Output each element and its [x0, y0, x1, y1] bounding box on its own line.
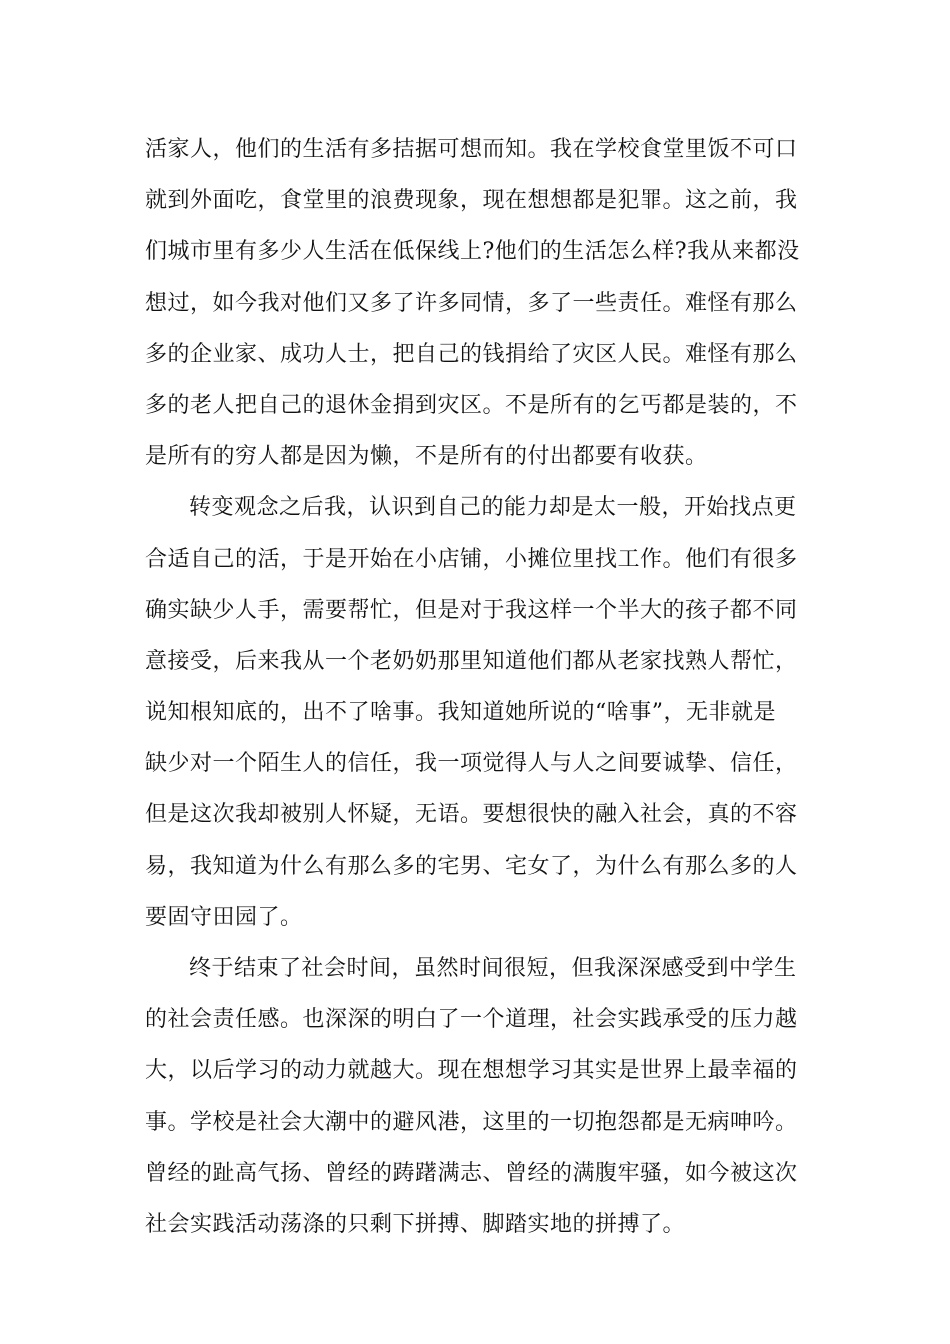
text-line: 事。学校是社会大潮中的避风港，这里的一切抱怨都是无病呻吟。 — [145, 1109, 798, 1135]
text-line: 的社会责任感。也深深的明白了一个道理，社会实践承受的压力越 — [145, 1007, 798, 1033]
text-line: 确实缺少人手，需要帮忙，但是对于我这样一个半大的孩子都不同 — [145, 597, 798, 623]
body-text — [145, 124, 815, 1250]
text-line: 是所有的穷人都是因为懒，不是所有的付出都要有收获。 — [145, 444, 708, 470]
text-line: 多的老人把自己的退休金捐到灾区。不是所有的乞丐都是装的，不 — [145, 392, 798, 418]
text-line: 但是这次我却被别人怀疑，无语。要想很快的融入社会，真的不容 — [145, 802, 798, 828]
text-line: 易，我知道为什么有那么多的宅男、宅女了，为什么有那么多的人 — [145, 853, 798, 879]
text-line: 说知根知底的，出不了啥事。我知道她所说的“啥事”，无非就是 — [145, 700, 776, 726]
text-line: 合适自己的活，于是开始在小店铺，小摊位里找工作。他们有很多 — [145, 546, 798, 572]
text-line: 意接受，后来我从一个老奶奶那里知道他们都从老家找熟人帮忙， — [145, 648, 798, 674]
text-line: 缺少对一个陌生人的信任，我一项觉得人与人之间要诚挚、信任， — [145, 751, 798, 777]
text-line: 社会实践活动荡涤的只剩下拼搏、脚踏实地的拼搏了。 — [145, 1211, 686, 1237]
text-line: 活家人，他们的生活有多拮据可想而知。我在学校食堂里饭不可口 — [145, 137, 798, 162]
text-line: 多的企业家、成功人士，把自己的钱捐给了灾区人民。难怪有那么 — [145, 341, 798, 367]
text-line: 曾经的趾高气扬、曾经的踌躇满志、曾经的满腹牢骚，如今被这次 — [145, 1160, 798, 1186]
text-line: 大，以后学习的动力就越大。现在想想学习其实是世界上最幸福的 — [145, 1058, 798, 1084]
text-line: 要固守田园了。 — [145, 904, 303, 930]
text-line: 就到外面吃，食堂里的浪费现象，现在想想都是犯罪。这之前，我 — [145, 188, 798, 214]
text-line: 想过，如今我对他们又多了许多同情，多了一些责任。难怪有那么 — [145, 290, 798, 316]
text-line: 们城市里有多少人生活在低保线上?他们的生活怎么样?我从来都没 — [145, 239, 800, 265]
paragraph-start-line: 终于结束了社会时间，虽然时间很短，但我深深感受到中学生 — [189, 956, 797, 981]
paragraph-start-line: 转变观念之后我，认识到自己的能力却是太一般，开始找点更 — [189, 495, 797, 521]
